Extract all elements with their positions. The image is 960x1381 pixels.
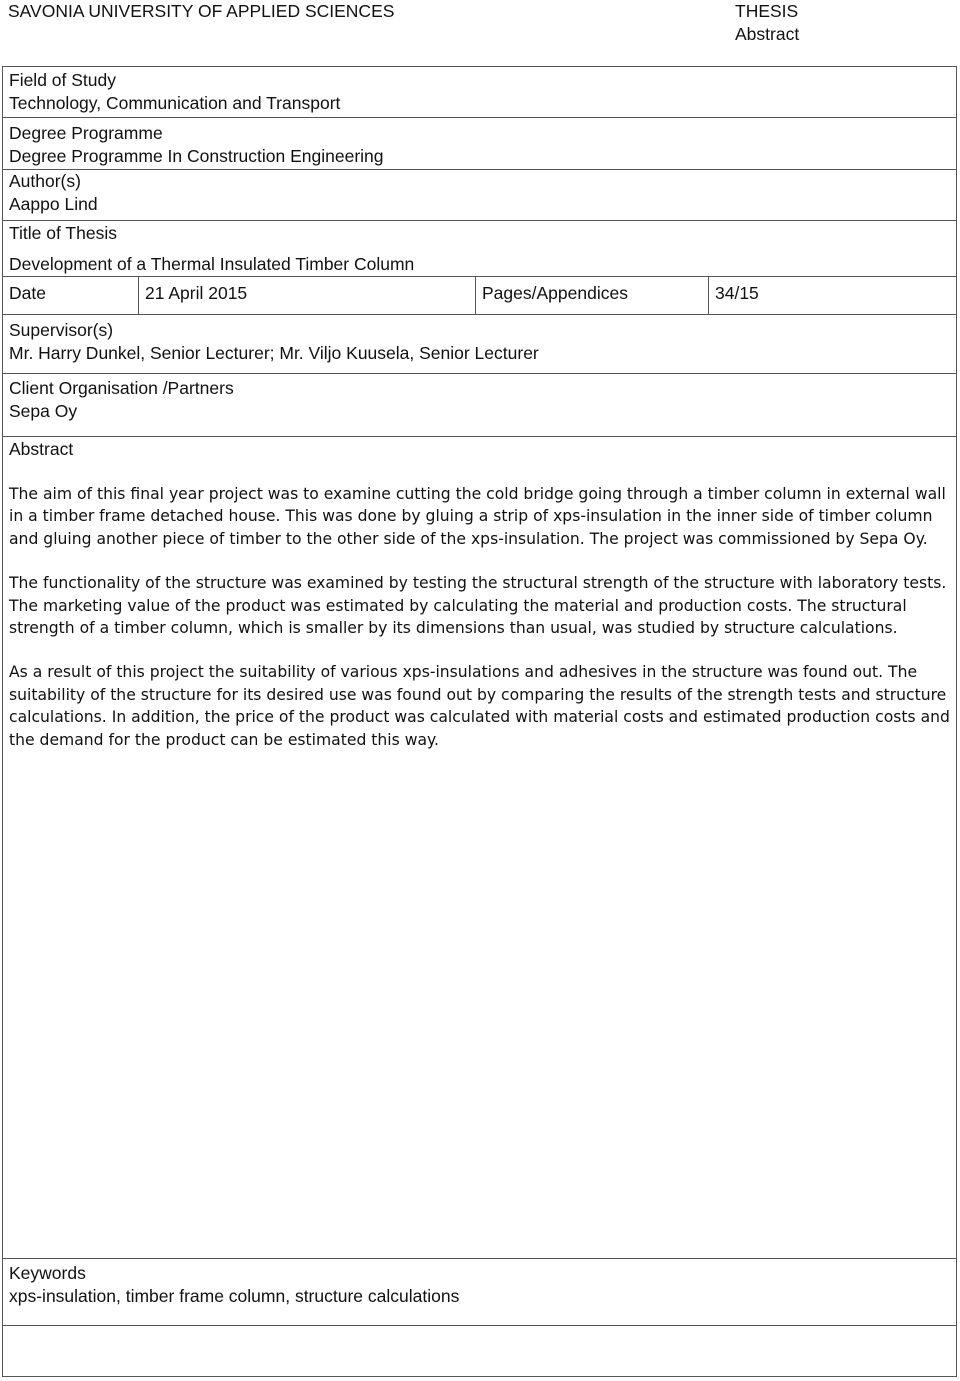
title-row — [3, 221, 956, 277]
client-label: Client Organisation /Partners — [9, 378, 234, 398]
pages-value-cell — [709, 277, 956, 314]
document-type — [735, 0, 799, 46]
field-of-study-value: Technology, Communication and Transport — [9, 93, 341, 113]
field-of-study-row — [3, 67, 956, 118]
authors-row — [3, 170, 956, 221]
authors-value: Aappo Lind — [9, 194, 98, 214]
abstract-paragraph: The functionality of the structure was examined by testing the structural strength of the structure with laboratory tests. The marketing value of the product was estimated by calculating the material and production costs. The structural strength of a timber column, which is smaller by its dimensions than usual, was studied by structure calculations. — [9, 574, 947, 638]
keywords-label: Keywords — [9, 1263, 86, 1283]
degree-programme-row — [3, 118, 956, 170]
date-value: 21 April 2015 — [145, 283, 248, 303]
document-type-title: THESIS — [735, 1, 799, 21]
degree-programme-value: Degree Programme In Construction Engineering — [9, 146, 384, 166]
title-label: Title of Thesis — [9, 223, 117, 243]
degree-programme-label: Degree Programme — [9, 123, 163, 143]
client-value: Sepa Oy — [9, 401, 78, 421]
date-value-cell — [139, 277, 476, 314]
field-of-study-label: Field of Study — [9, 70, 116, 90]
authors-label: Author(s) — [9, 171, 81, 191]
date-label-cell — [3, 277, 139, 314]
pages-label-cell — [476, 277, 709, 314]
thesis-abstract-form — [2, 66, 957, 1377]
document-type-subtitle: Abstract — [735, 24, 800, 44]
title-value: Development of a Thermal Insulated Timber Column — [9, 254, 415, 274]
pages-label: Pages/Appendices — [482, 283, 628, 303]
abstract-label: Abstract — [9, 439, 74, 459]
client-row — [3, 374, 956, 437]
date-pages-row — [3, 277, 956, 315]
date-label: Date — [9, 283, 46, 303]
supervisors-value: Mr. Harry Dunkel, Senior Lecturer; Mr. Viljo Kuusela, Senior Lecturer — [9, 343, 539, 363]
abstract-paragraph: As a result of this project the suitability of various xps-insulations and adhesives in the structure was found out. The suitability of the structure for its desired use was found out by comparing the results of the strength tests and structure calculations. In addition, the price of the product was calculated with material costs and estimated production costs and the demand for the product can be estimated this way. — [9, 663, 950, 749]
supervisors-row — [3, 315, 956, 374]
keywords-value: xps-insulation, timber frame column, structure calculations — [9, 1286, 460, 1306]
supervisors-label: Supervisor(s) — [9, 320, 114, 340]
abstract-body — [9, 483, 952, 773]
abstract-paragraph: The aim of this final year project was to examine cutting the cold bridge going through a timber column in external wall in a timber frame detached house. This was done by gluing a strip of xps-insulation in the inner side of timber column and gluing another piece of timber to the other side of the xps-insulation. The project was commissioned by Sepa Oy. — [9, 485, 946, 548]
pages-value: 34/15 — [715, 283, 759, 303]
keywords-row — [3, 1258, 956, 1326]
institution-name: SAVONIA UNIVERSITY OF APPLIED SCIENCES — [8, 1, 395, 21]
